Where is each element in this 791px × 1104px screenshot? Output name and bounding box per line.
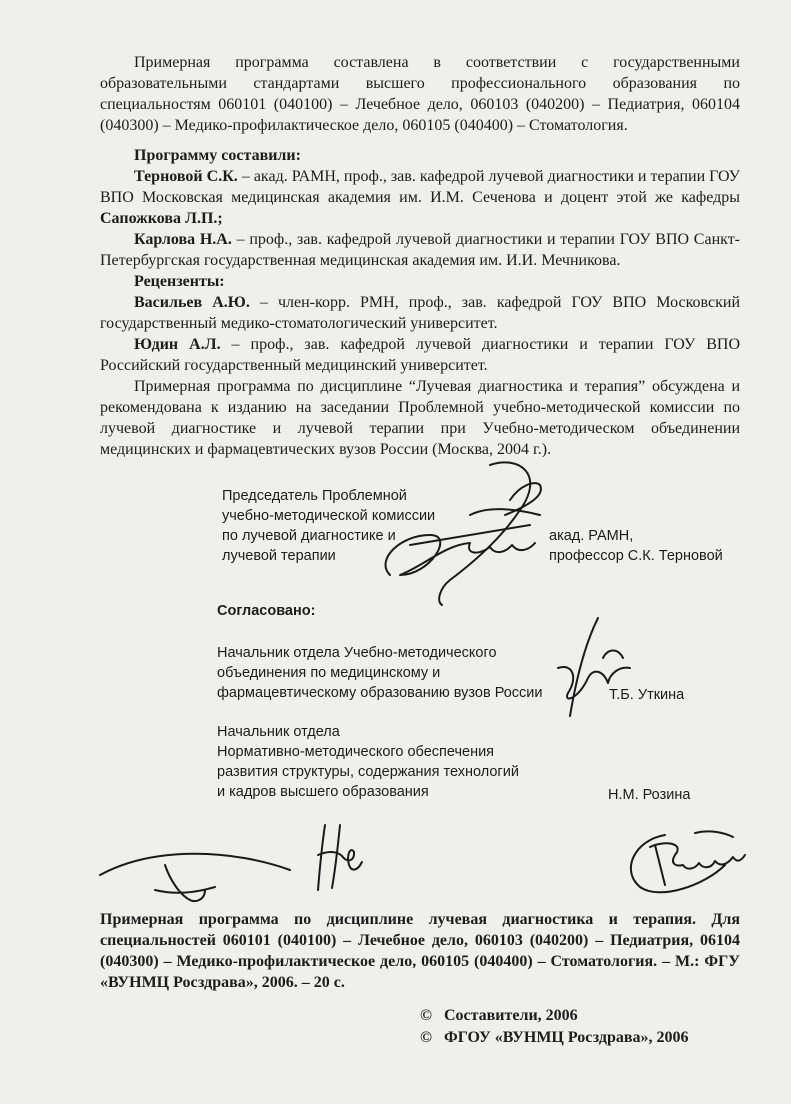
reviewer-description: – проф., зав. кафедрой лучевой диагностики и терапии ГОУ ВПО Российский государственный медицинский университет.	[100, 336, 741, 374]
official1-name: Т.Б. Уткина	[609, 687, 685, 703]
official2-line-1: Начальник отдела	[217, 724, 340, 740]
intro-paragraph: Примерная программа составлена в соответствии с государственными образовательными стандартами высшего профессионального образования по специальностям 060101 (040100) – Лечебное дело, 060103 (040200) – Педиатрия, 060104 (040300) – Медико-профилактическое дело, 060105 (040400) – Стоматология.	[100, 54, 740, 134]
chairman-line-3: по лучевой диагностике и	[222, 528, 396, 544]
authors-heading: Программу составили:	[134, 147, 301, 164]
copyright-symbol: ©	[420, 1029, 432, 1046]
chairman-line-2: учебно-методической комиссии	[222, 508, 436, 524]
author-ternovoy	[100, 166, 740, 229]
official2-line-4: и кадров высшего образования	[217, 784, 429, 800]
reviewers-heading: Рецензенты:	[134, 273, 225, 290]
chairman-line-4: лучевой терапии	[222, 548, 336, 564]
official1-line-1: Начальник отдела Учебно-методического	[217, 645, 497, 661]
signature-bottom-right	[615, 825, 750, 905]
copyright-publisher	[420, 1027, 689, 1048]
signature-bottom-middle	[310, 820, 370, 895]
reviewer-yudin	[100, 334, 740, 376]
author-name: Карлова Н.А.	[134, 231, 232, 248]
copyright-text: Составители, 2006	[443, 1007, 578, 1024]
author-description: – акад. РАМН, проф., зав. кафедрой лучевой диагностики и терапии ГОУ ВПО Московская медицинская академия им. И.М. Сеченова и доцент этой же кафедры	[100, 168, 741, 206]
signature-bottom-left	[95, 845, 295, 915]
official2-line-3: развития структуры, содержания технологий	[217, 764, 519, 780]
reviewer-name: Васильев А.Ю.	[134, 294, 250, 311]
official2-line-2: Нормативно-методического обеспечения	[217, 744, 495, 760]
author-description: – проф., зав. кафедрой лучевой диагностики и терапии ГОУ ВПО Санкт-Петербургская государственная медицинская академия им. И.И. Мечникова.	[100, 231, 741, 269]
author-name-2: Сапожкова Л.П.;	[100, 210, 223, 227]
chairman-title: акад. РАМН,	[549, 528, 634, 544]
reviewer-description: – член-корр. РМН, проф., зав. кафедрой ГОУ ВПО Московский государственный медико-стоматологический университет.	[100, 294, 741, 332]
official2-name: Н.М. Розина	[608, 787, 691, 803]
reviewer-name: Юдин А.Л.	[134, 336, 221, 353]
chairman-name: профессор С.К. Терновой	[549, 548, 723, 564]
approval-paragraph: Примерная программа по дисциплине “Лучевая диагностика и терапия” обсуждена и рекомендована к изданию на заседании Проблемной учебно-методической комиссии по лучевой диагностике и лучевой терапии при Учебно-методическом объединении медицинских и фармацевтических вузов России (Москва, 2004 г.).	[100, 378, 740, 458]
author-karlova	[100, 229, 740, 271]
signature-utkina	[548, 608, 638, 723]
reviewer-vasiliev	[100, 292, 740, 334]
copyright-symbol: ©	[420, 1007, 432, 1024]
copyright-authors	[420, 1005, 578, 1026]
chairman-line-1: Председатель Проблемной	[222, 488, 407, 504]
bibliographic-record: Примерная программа по дисциплине лучевая диагностика и терапия. Для специальностей 060101 (040100) – Лечебное дело, 060103 (040200) – Педиатрия, 06104 (040300) – Медико-профилактическое дело, 060105 (040400) – Стоматология. – М.: ФГУ «ВУНМЦ Росздрава», 2006. – 20 с.	[100, 911, 740, 991]
official1-line-3: фармацевтическому образованию вузов России	[217, 685, 543, 701]
agreed-label: Согласовано:	[217, 603, 316, 619]
official1-line-2: объединения по медицинскому и	[217, 665, 441, 681]
copyright-text: ФГОУ «ВУНМЦ Росздрава», 2006	[443, 1029, 689, 1046]
signature-chairman	[370, 455, 570, 610]
author-name: Терновой С.К.	[134, 168, 238, 185]
